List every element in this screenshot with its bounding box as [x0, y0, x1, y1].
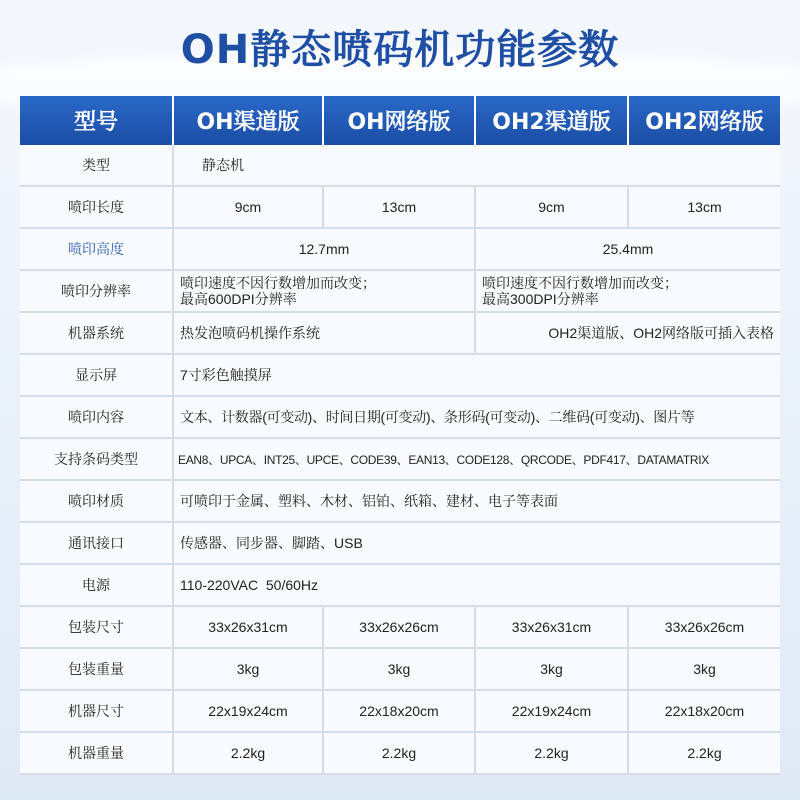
- machine-size-cell: 22x18x20cm: [628, 690, 780, 732]
- table-row: [20, 312, 780, 354]
- interface-value: 传感器、同步器、脚踏、USB: [173, 522, 780, 564]
- table-row: [20, 438, 780, 480]
- table-row: [20, 522, 780, 564]
- row-label: 机器重量: [20, 732, 173, 774]
- row-label: 通讯接口: [20, 522, 173, 564]
- row-label: 喷印内容: [20, 396, 173, 438]
- power-value: 110-220VAC 50/60Hz: [173, 564, 780, 606]
- content-value: 文本、计数器(可变动)、时间日期(可变动)、条形码(可变动)、二维码(可变动)、图片等: [173, 396, 780, 438]
- system-note: OH2渠道版、OH2网络版可插入表格: [475, 312, 780, 354]
- length-cell: 9cm: [475, 186, 628, 228]
- table-row: [20, 690, 780, 732]
- row-label: 类型: [20, 145, 173, 186]
- table-row: [20, 270, 780, 312]
- pack-weight-cell: 3kg: [475, 648, 628, 690]
- page-title: OH静态喷码机功能参数: [180, 27, 620, 73]
- height-cell-oh: 12.7mm: [173, 228, 475, 270]
- resolution-cell-oh: [173, 270, 475, 312]
- row-label: 机器系统: [20, 312, 173, 354]
- resolution-line: 最高600DPI分辨率: [180, 291, 297, 307]
- table-row: [20, 480, 780, 522]
- row-label: 喷印分辨率: [20, 270, 173, 312]
- table-row: [20, 564, 780, 606]
- row-label: 包装尺寸: [20, 606, 173, 648]
- system-value: 热发泡喷码机操作系统: [173, 312, 475, 354]
- table-row: [20, 145, 780, 186]
- header-oh-network: OH网络版: [323, 96, 475, 145]
- row-label: 电源: [20, 564, 173, 606]
- row-label: 喷印材质: [20, 480, 173, 522]
- resolution-line: 喷印速度不因行数增加而改变；: [180, 275, 376, 291]
- machine-size-cell: 22x18x20cm: [323, 690, 475, 732]
- pack-size-cell: 33x26x26cm: [628, 606, 780, 648]
- pack-weight-cell: 3kg: [173, 648, 323, 690]
- table-row: [20, 354, 780, 396]
- machine-weight-cell: 2.2kg: [475, 732, 628, 774]
- type-value: 静态机: [173, 145, 780, 186]
- length-cell: 9cm: [173, 186, 323, 228]
- row-label: 显示屏: [20, 354, 173, 396]
- machine-weight-cell: 2.2kg: [628, 732, 780, 774]
- row-label: 支持条码类型: [20, 438, 173, 480]
- pack-weight-cell: 3kg: [628, 648, 780, 690]
- machine-weight-cell: 2.2kg: [323, 732, 475, 774]
- table-header-row: [20, 96, 780, 145]
- row-label: 喷印高度: [20, 228, 173, 270]
- table-row: [20, 396, 780, 438]
- barcode-value: EAN8、UPCA、INT25、UPCE、CODE39、EAN13、CODE128、QRCODE、PDF417、DATAMATRIX: [173, 438, 780, 480]
- pack-size-cell: 33x26x26cm: [323, 606, 475, 648]
- spec-table: [20, 96, 780, 775]
- row-label: 包装重量: [20, 648, 173, 690]
- pack-weight-cell: 3kg: [323, 648, 475, 690]
- machine-size-cell: 22x19x24cm: [173, 690, 323, 732]
- resolution-line: 喷印速度不因行数增加而改变；: [482, 275, 678, 291]
- length-cell: 13cm: [628, 186, 780, 228]
- display-value: 7寸彩色触摸屏: [173, 354, 780, 396]
- row-label: 机器尺寸: [20, 690, 173, 732]
- header-model: 型号: [20, 96, 173, 145]
- header-oh2-network: OH2网络版: [628, 96, 780, 145]
- pack-size-cell: 33x26x31cm: [475, 606, 628, 648]
- table-row: [20, 606, 780, 648]
- table-row: [20, 732, 780, 774]
- table-row: [20, 228, 780, 270]
- length-cell: 13cm: [323, 186, 475, 228]
- table-row: [20, 186, 780, 228]
- machine-size-cell: 22x19x24cm: [475, 690, 628, 732]
- resolution-line: 最高300DPI分辨率: [482, 291, 599, 307]
- machine-weight-cell: 2.2kg: [173, 732, 323, 774]
- header-oh-channel: OH渠道版: [173, 96, 323, 145]
- row-label: 喷印长度: [20, 186, 173, 228]
- resolution-cell-oh2: [475, 270, 780, 312]
- pack-size-cell: 33x26x31cm: [173, 606, 323, 648]
- header-oh2-channel: OH2渠道版: [475, 96, 628, 145]
- material-value: 可喷印于金属、塑料、木材、铝铂、纸箱、建材、电子等表面: [173, 480, 780, 522]
- height-cell-oh2: 25.4mm: [475, 228, 780, 270]
- table-row: [20, 648, 780, 690]
